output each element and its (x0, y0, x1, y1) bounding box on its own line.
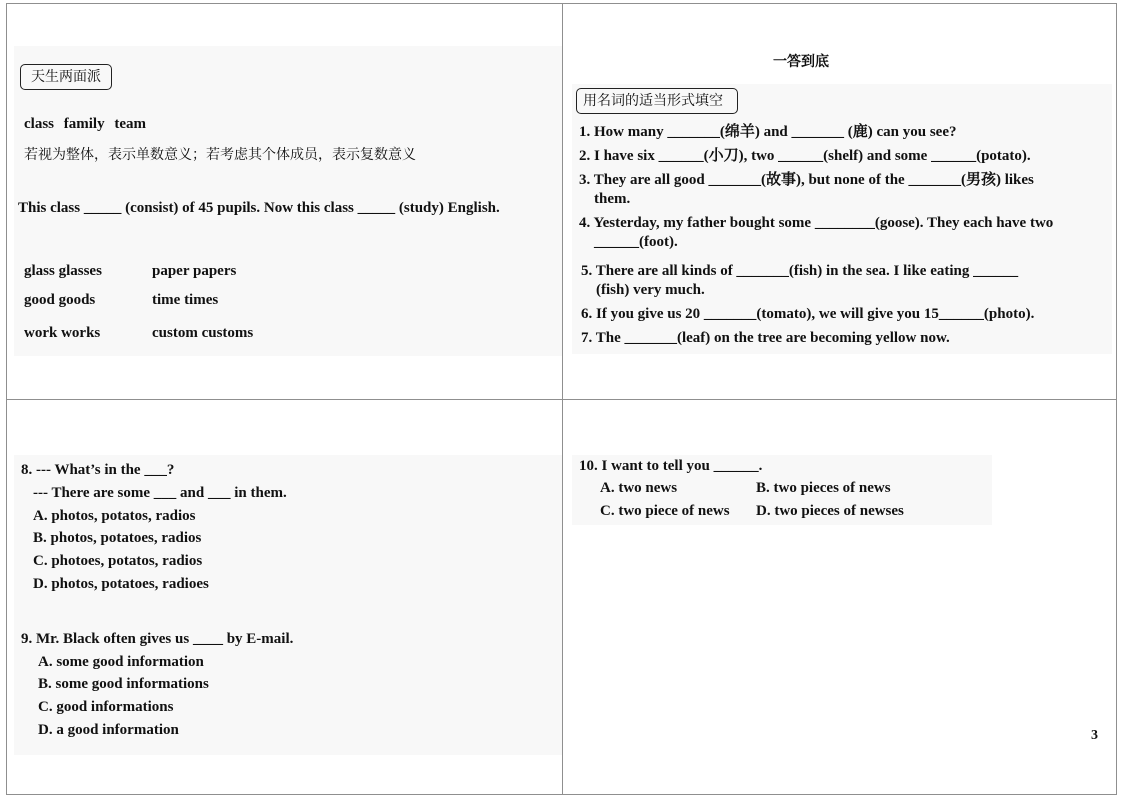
question-9-option-b: B. some good informations (38, 676, 209, 692)
pair-left-2: good goods (24, 292, 96, 308)
question-9-option-c: C. good informations (38, 699, 174, 715)
question-3-line1: 3. They are all good _______(故事), but none of the _______(男孩) likes (579, 172, 1034, 188)
pair-right-3: custom customs (152, 325, 254, 341)
question-1: 1. How many _______(绵羊) and _______ (鹿) can you see? (579, 124, 957, 140)
question-5-line1: 5. There are all kinds of _______(fish) in the sea. I like eating ______ (581, 263, 1019, 279)
question-10-option-b: B. two pieces of news (756, 480, 891, 496)
question-6: 6. If you give us 20 _______(tomato), we will give you 15______(photo). (581, 306, 1035, 322)
section-title-box: 天生两面派 (20, 64, 112, 90)
question-10-option-a: A. two news (600, 480, 678, 496)
question-10-option-d: D. two pieces of newses (756, 503, 904, 519)
rule-text: 若视为整体，表示单数意义；若考虑其个体成员，表示复数意义 (24, 147, 416, 163)
pair-right-1: paper papers (152, 263, 237, 279)
exercise-title-box: 用名词的适当形式填空 (576, 88, 738, 114)
question-8-stem-2: --- There are some ___ and ___ in them. (33, 485, 287, 501)
section-heading: 一答到底 (773, 54, 829, 70)
question-3-line2: them. (594, 191, 631, 207)
question-10-stem: 10. I want to tell you ______. (579, 458, 763, 474)
question-4-line2: ______(foot). (594, 234, 678, 250)
pair-right-2: time times (152, 292, 219, 308)
question-9-stem: 9. Mr. Black often gives us ____ by E-mail. (21, 631, 294, 647)
question-7: 7. The _______(leaf) on the tree are becoming yellow now. (581, 330, 950, 346)
pair-left-3: work works (24, 325, 101, 341)
question-4-line1: 4. Yesterday, my father bought some ________(goose). They each have two (579, 215, 1054, 231)
pair-left-1: glass glasses (24, 263, 102, 279)
page-number: 3 (1091, 728, 1098, 743)
example-sentence: This class _____ (consist) of 45 pupils. Now this class _____ (study) English. (18, 200, 500, 216)
collective-nouns: class family team (24, 116, 146, 132)
question-2: 2. I have six ______(小刀), two ______(shelf) and some ______(potato). (579, 148, 1031, 164)
question-5-line2: (fish) very much. (596, 282, 705, 298)
question-8-option-c: C. photoes, potatos, radios (33, 553, 203, 569)
question-8-option-d: D. photos, potatoes, radioes (33, 576, 209, 592)
question-8-stem: 8. --- What’s in the ___? (21, 462, 175, 478)
question-8-option-b: B. photos, potatoes, radios (33, 530, 202, 546)
question-8-option-a: A. photos, potatos, radios (33, 508, 196, 524)
question-9-option-a: A. some good information (38, 654, 204, 670)
question-10-option-c: C. two piece of news (600, 503, 730, 519)
question-9-option-d: D. a good information (38, 722, 179, 738)
horizontal-divider (6, 399, 1117, 400)
